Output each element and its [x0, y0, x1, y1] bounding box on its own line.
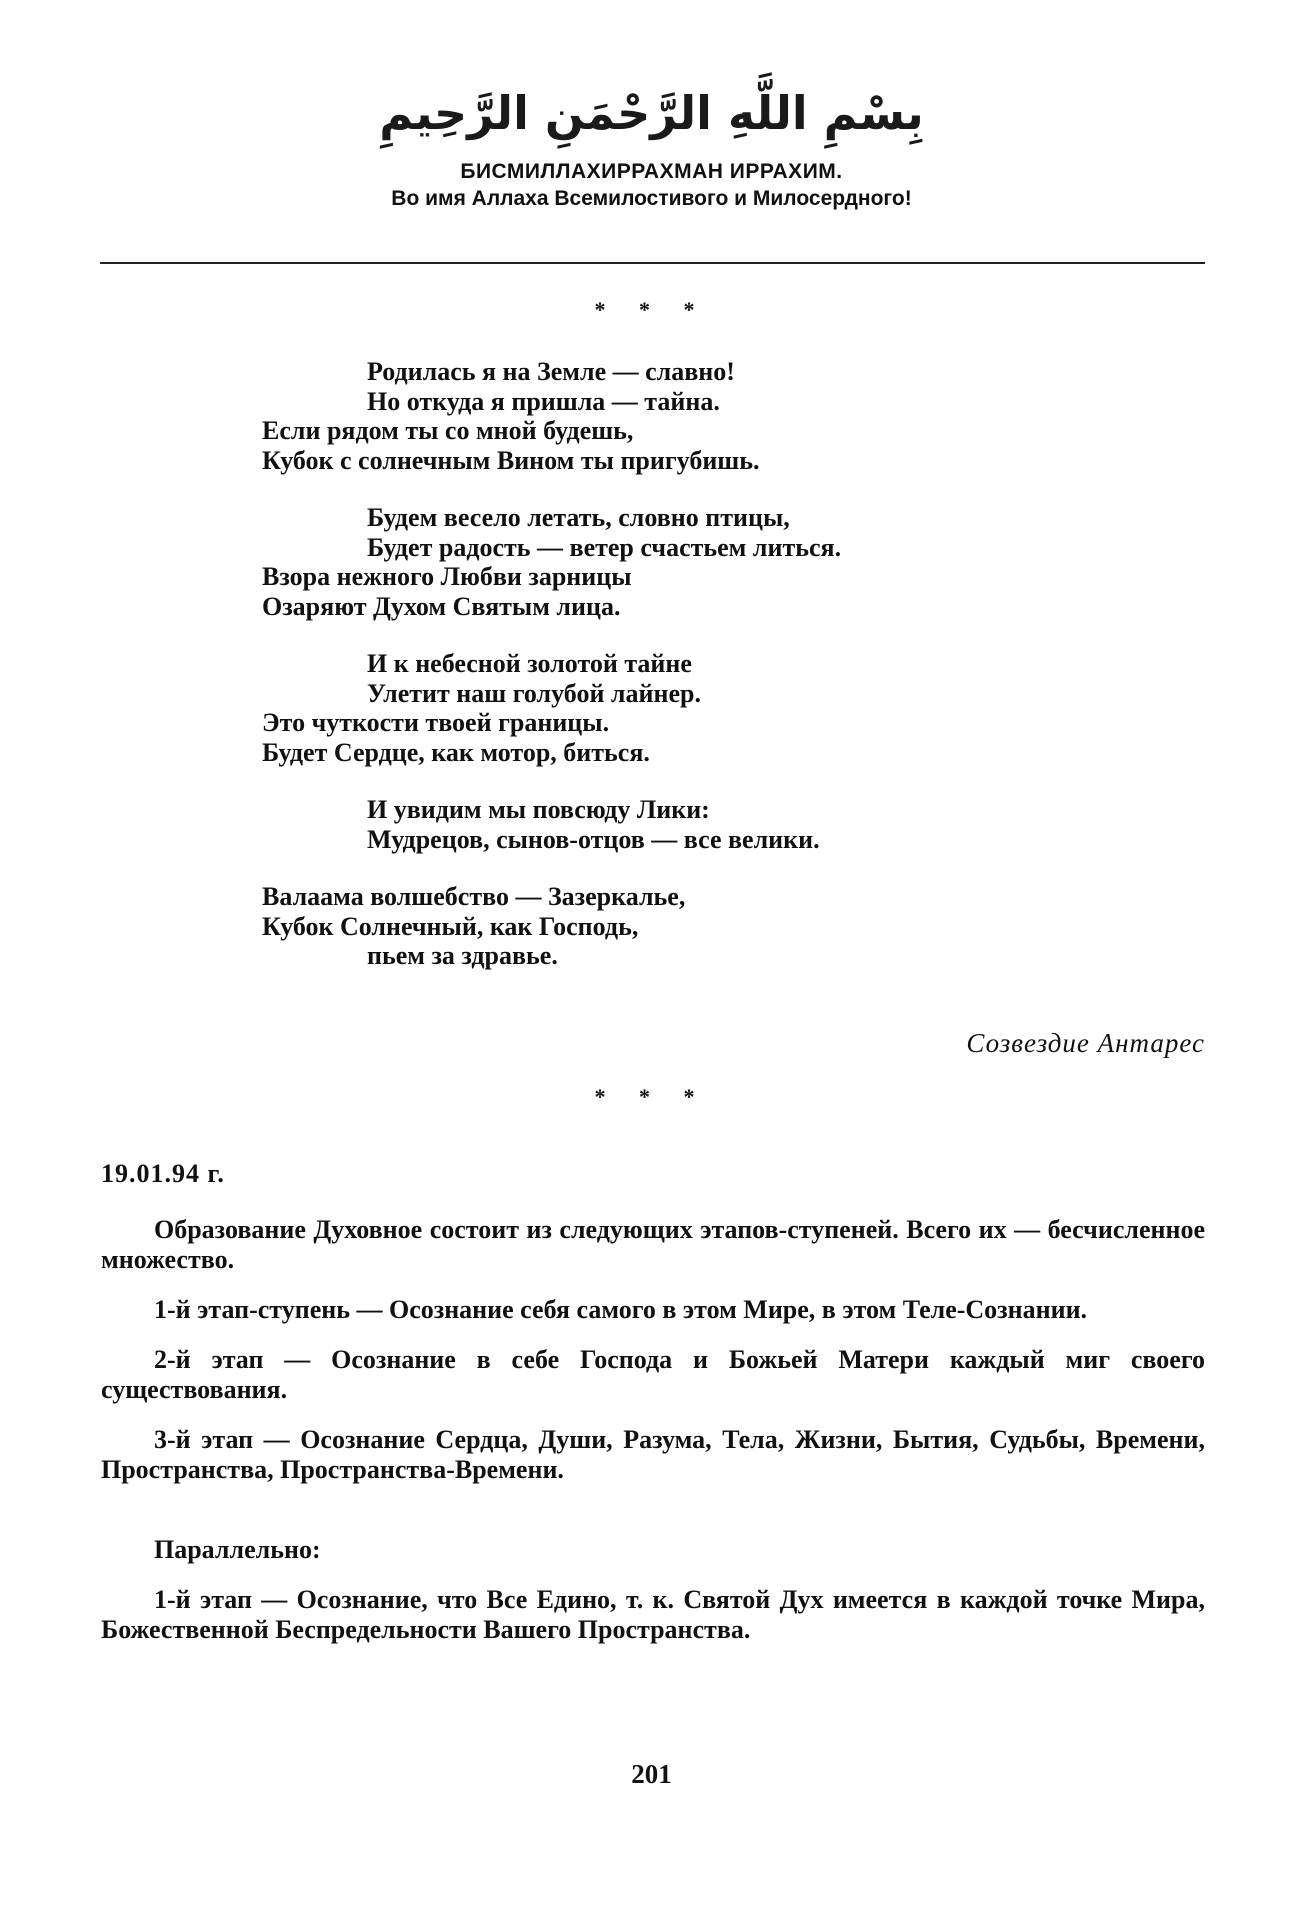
separator-stars-top: * * *: [594, 297, 709, 322]
poem-line: Будет Сердце, как мотор, биться.: [262, 737, 650, 767]
paragraph: Образование Духовное состоит из следующих этапов-ступеней. Всего их — бесчисленное множество.: [101, 1215, 1205, 1274]
header-divider: [100, 262, 1205, 264]
poem-stanza-1: [262, 357, 1162, 475]
poem-line: Улетит наш голубой лайнер.: [367, 678, 701, 708]
poem-line: Но откуда я пришла — тайна.: [367, 386, 720, 416]
arabic-basmala: بِسْمِ اللَّهِ الرَّحْمَنِ الرَّحِيمِ: [379, 86, 924, 140]
poem-line: пьем за здравье.: [367, 941, 558, 970]
poem-signature: Созвездие Антарес: [966, 1028, 1205, 1058]
poem-line: Если рядом ты со мной будешь,: [262, 416, 634, 445]
poem-line: Это чуткости твоей границы.: [262, 708, 610, 737]
entry-text: [101, 1215, 1205, 1665]
poem-stanza-5: [262, 882, 1162, 971]
paragraph: 1-й этап — Осознание, что Все Едино, т. к. Святой Дух имеется в каждой точке Мира, Божественной Беспредельности Вашего Пространства.: [101, 1585, 1205, 1644]
poem-stanza-4: [262, 795, 1162, 854]
poem-stanza-3: [262, 649, 1162, 767]
poem-line: Валаама волшебство — Зазеркалье,: [262, 882, 686, 911]
poem-line: Будем весело летать, словно птицы,: [367, 503, 790, 532]
poem-line: Кубок с солнечным Вином ты пригубишь.: [262, 445, 760, 475]
entry-date: 19.01.94 г.: [101, 1159, 225, 1188]
poem-line: Будет радость — ветер счастьем литься.: [367, 532, 842, 562]
paragraph: 2-й этап — Осознание в себе Господа и Божьей Матери каждый миг своего существования.: [101, 1345, 1205, 1404]
poem-line: Родилась я на Земле — славно!: [367, 357, 735, 386]
header-title: БИСМИЛЛАХИРРАХМАН ИРРАХИМ.: [460, 160, 843, 183]
page-number: 201: [631, 1759, 672, 1789]
poem-line: Кубок Солнечный, как Господь,: [262, 911, 639, 941]
poem-line: Мудрецов, сынов-отцов — все велики.: [367, 824, 820, 854]
separator-stars-bottom: * * *: [594, 1084, 709, 1109]
poem-line: И увидим мы повсюду Лики:: [367, 795, 710, 824]
header-subtitle: Во имя Аллаха Всемилостивого и Милосердного!: [391, 187, 912, 210]
paragraph: 3-й этап — Осознание Сердца, Души, Разума, Тела, Жизни, Бытия, Судьбы, Времени, Пространства, Пространства-Времени.: [101, 1425, 1205, 1484]
poem-line: И к небесной золотой тайне: [367, 649, 692, 678]
poem-line: Взора нежного Любви зарницы: [262, 562, 632, 591]
poem-stanza-2: [262, 503, 1162, 621]
poem-line: Озаряют Духом Святым лица.: [262, 591, 621, 621]
paragraph: 1-й этап-ступень — Осознание себя самого в этом Мире, в этом Теле-Сознании.: [154, 1295, 1088, 1324]
page-header: [0, 78, 1303, 212]
paragraph-heading: Параллельно:: [154, 1535, 321, 1564]
poem: [262, 357, 1162, 999]
